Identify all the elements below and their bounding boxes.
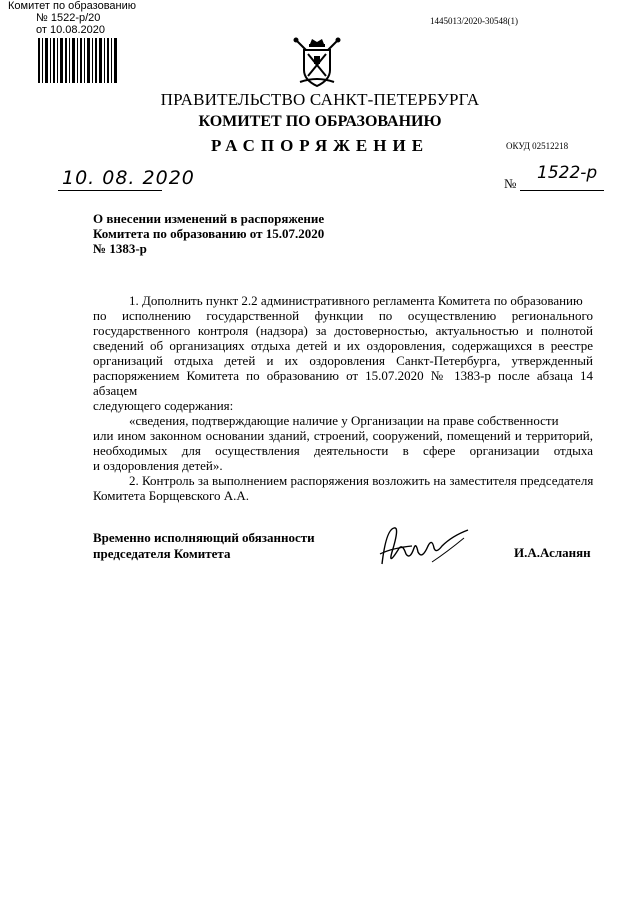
body-line: 1. Дополнить пункт 2.2 административного регламента Комитета по образованию (129, 293, 583, 308)
handwritten-date: 10. 08. 2020 (62, 167, 195, 189)
subject-line: Комитета по образованию от 15.07.2020 (93, 226, 325, 241)
stamp-date: от 10.08.2020 (36, 24, 106, 36)
stamp-organization: Комитет по образованию (8, 0, 136, 12)
signatory-name: И.А.Асланян (514, 545, 591, 560)
subject-line: О внесении изменений в распоряжение (93, 211, 325, 226)
body-line: 2. Контроль за выполнением распоряжения возложить на заместителя председателя (129, 473, 594, 488)
government-title: ПРАВИТЕЛЬСТВО САНКТ-ПЕТЕРБУРГА (160, 90, 480, 109)
body-line: распоряжением Комитета по образованию от 15.07.2020 № 1383-р после абзаца 14 абзацем (93, 368, 593, 398)
signatory-title-line: председателя Комитета (93, 546, 231, 561)
date-underline (58, 190, 162, 191)
body-line: или ином законном основании зданий, строений, сооружений, помещений и территорий, (93, 428, 593, 443)
number-label: № (504, 176, 517, 191)
signatory-title-line: Временно исполняющий обязанности (93, 530, 315, 545)
body-line: «сведения, подтверждающие наличие у Организации на праве собственности (129, 413, 559, 428)
number-underline (520, 190, 604, 191)
committee-title: КОМИТЕТ ПО ОБРАЗОВАНИЮ (198, 113, 442, 130)
registration-number: 1445013/2020-30548(1) (430, 16, 518, 26)
body-line: государственного контроля (надзора) за достоверностью, актуальностью и полнотой (93, 323, 593, 338)
handwritten-signature (372, 524, 472, 572)
document-body (93, 293, 593, 503)
document-type: РАСПОРЯЖЕНИЕ (210, 136, 430, 155)
stamp-number: № 1522-р/20 (36, 12, 101, 24)
okud-code: ОКУД 02512218 (506, 141, 569, 151)
body-line: организаций отдыха детей и их оздоровления Санкт-Петербурга, утвержденный (93, 353, 593, 368)
body-line: по исполнению государственной функции по осуществлению регионального (93, 308, 593, 323)
handwritten-number: 1522-р (537, 163, 598, 183)
subject-line: № 1383-р (93, 241, 147, 256)
signatory-title (93, 530, 315, 562)
body-line: следующего содержания: (93, 398, 234, 413)
body-line: сведений об организациях отдыха детей и их оздоровления, содержащихся в реестре (93, 338, 593, 353)
body-line: и оздоровления детей». (93, 458, 223, 473)
barcode (38, 38, 118, 83)
body-line: необходимых для осуществления деятельности в сфере организации отдыха (93, 443, 593, 458)
document-subject (93, 211, 363, 256)
registration-stamp (0, 0, 150, 36)
coat-of-arms-icon (290, 36, 344, 90)
body-line: Комитета Борщевского А.А. (93, 488, 250, 503)
